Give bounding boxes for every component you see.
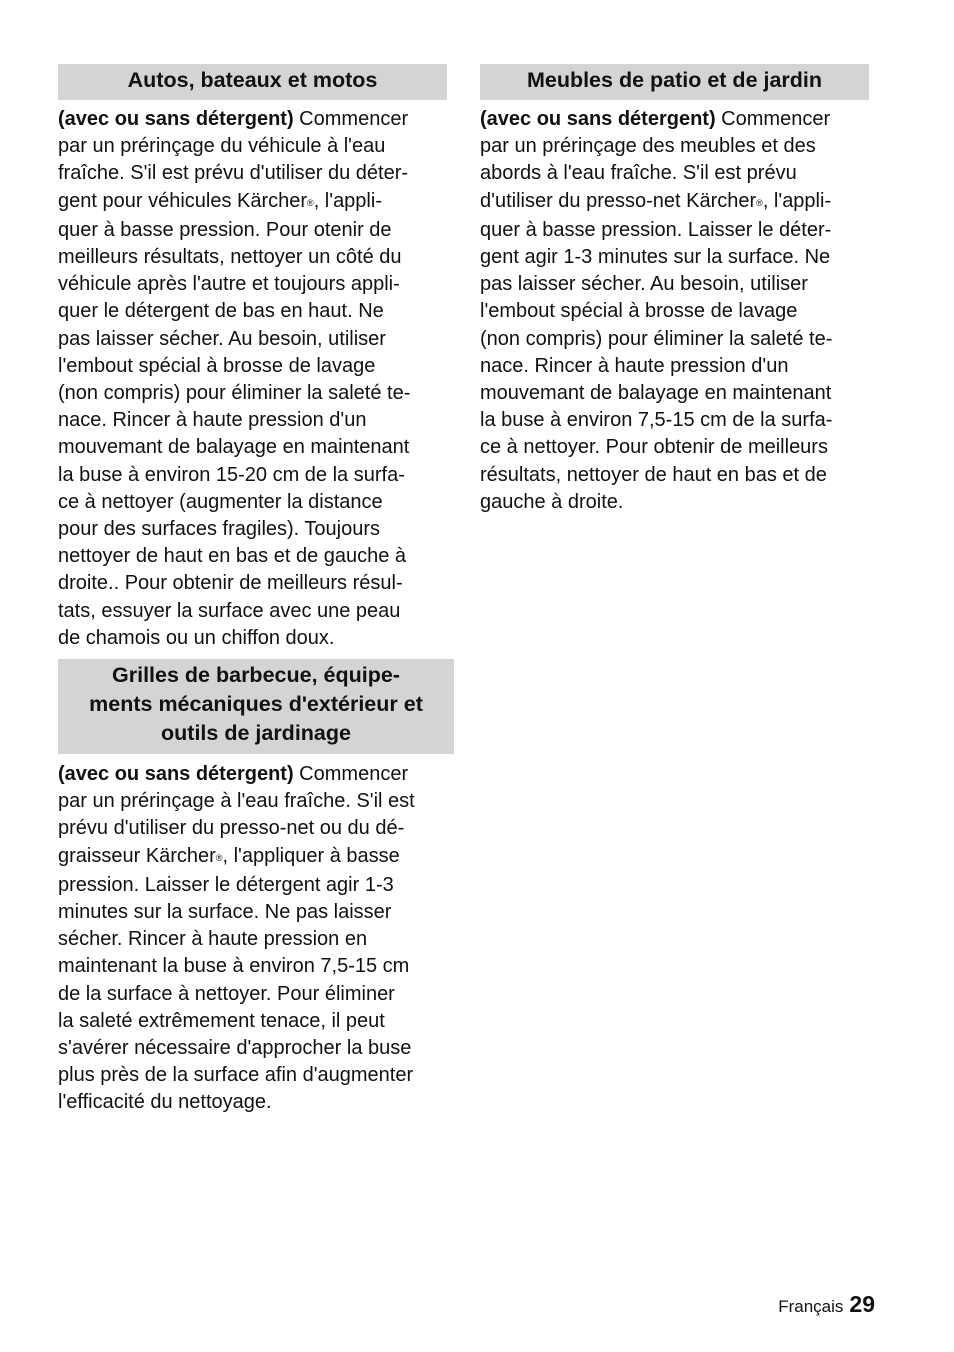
text-line xyxy=(58,188,458,217)
text-line xyxy=(58,1035,458,1062)
text-line xyxy=(58,598,458,625)
line-text: gauche à droite. xyxy=(480,490,624,513)
line-text: , l'appliquer à basse xyxy=(222,844,400,867)
text-line xyxy=(480,133,880,160)
text-line xyxy=(58,1008,458,1035)
line-text: la buse à environ 7,5-15 cm de la surfa- xyxy=(480,409,833,432)
text-line xyxy=(480,326,880,353)
line-text: la saleté extrêmement tenace, il peut xyxy=(58,1009,385,1032)
line-text: gent pour véhicules Kärcher xyxy=(58,189,308,212)
section-body-grilles xyxy=(58,761,458,1117)
text-line xyxy=(58,981,458,1008)
text-line xyxy=(58,326,458,353)
text-line xyxy=(58,462,458,489)
line-text: Commencer xyxy=(293,108,409,130)
line-text: meilleurs résultats, nettoyer un côté du xyxy=(58,246,402,269)
line-text: résultats, nettoyer de haut en bas et de xyxy=(480,463,827,486)
text-line xyxy=(58,434,458,461)
line-text: pas laisser sécher. Au besoin, utiliser xyxy=(58,327,386,350)
line-text: fraîche. S'il est prévu d'utiliser du déter- xyxy=(58,162,409,185)
text-line xyxy=(480,353,880,380)
line-text: maintenant la buse à environ 7,5-15 cm xyxy=(58,955,410,978)
line-text: , l'appli- xyxy=(762,189,832,212)
text-line xyxy=(58,953,458,980)
text-line xyxy=(480,380,880,407)
bold-lead-text: (avec ou sans détergent) xyxy=(58,108,294,130)
page-number: 29 xyxy=(849,1291,875,1317)
text-line xyxy=(58,407,458,434)
line-text: pas laisser sécher. Au besoin, utiliser xyxy=(480,273,808,296)
footer-language: Français xyxy=(778,1297,844,1316)
line-text: l'embout spécial à brosse de lavage xyxy=(480,300,798,323)
line-text: par un prérinçage du véhicule à l'eau xyxy=(58,135,386,158)
section-header-line: ments mécaniques d'extérieur et xyxy=(89,692,423,716)
text-line xyxy=(58,872,458,899)
text-line xyxy=(58,489,458,516)
line-text: nace. Rincer à haute pression d'un xyxy=(58,409,367,432)
text-line xyxy=(58,244,458,271)
line-text: tats, essuyer la surface avec une peau xyxy=(58,599,401,622)
line-text: par un prérinçage des meubles et des xyxy=(480,135,816,158)
text-line xyxy=(58,926,458,953)
line-text: sécher. Rincer à haute pression en xyxy=(58,928,368,951)
text-line xyxy=(58,815,458,842)
text-line xyxy=(58,106,458,133)
line-text: gent agir 1-3 minutes sur la surface. Ne xyxy=(480,246,831,269)
section-header-line: outils de jardinage xyxy=(161,721,351,745)
text-line xyxy=(480,489,880,516)
line-text: quer à basse pression. Pour otenir de xyxy=(58,218,392,241)
section-body-meubles xyxy=(480,106,880,516)
line-text: Commencer xyxy=(293,763,409,785)
text-line xyxy=(480,271,880,298)
line-text: quer le détergent de bas en haut. Ne xyxy=(58,300,384,323)
text-line xyxy=(480,298,880,325)
line-text: ce à nettoyer. Pour obtenir de meilleurs xyxy=(480,436,828,459)
line-text: abords à l'eau fraîche. S'il est prévu xyxy=(480,162,797,185)
text-line xyxy=(58,353,458,380)
line-text: d'utiliser du presso-net Kärcher xyxy=(480,189,757,212)
registered-mark: ® xyxy=(307,197,314,208)
line-text: de chamois ou un chiffon doux. xyxy=(58,626,335,649)
section-header-meubles: Meubles de patio et de jardin xyxy=(480,64,869,100)
section-body-autos xyxy=(58,106,458,652)
text-line xyxy=(58,516,458,543)
line-text: s'avérer nécessaire d'approcher la buse xyxy=(58,1037,412,1060)
line-text: nace. Rincer à haute pression d'un xyxy=(480,354,789,377)
text-line xyxy=(58,271,458,298)
text-line xyxy=(58,899,458,926)
line-text: (non compris) pour éliminer la saleté te- xyxy=(480,327,833,350)
text-line xyxy=(58,625,458,652)
text-line xyxy=(58,133,458,160)
line-text: graisseur Kärcher xyxy=(58,844,216,867)
bold-lead-text: (avec ou sans détergent) xyxy=(480,108,716,130)
line-text: (non compris) pour éliminer la saleté te- xyxy=(58,382,411,405)
line-text: droite.. Pour obtenir de meilleurs résul- xyxy=(58,572,403,595)
text-line xyxy=(58,761,458,788)
text-line xyxy=(480,244,880,271)
text-line xyxy=(480,434,880,461)
text-line xyxy=(480,217,880,244)
text-line xyxy=(480,462,880,489)
text-line xyxy=(58,788,458,815)
page-footer xyxy=(778,1291,875,1318)
section-header-grilles xyxy=(58,659,454,754)
text-line xyxy=(58,160,458,187)
line-text: mouvemant de balayage en maintenant xyxy=(480,382,832,405)
line-text: l'embout spécial à brosse de lavage xyxy=(58,354,376,377)
line-text: ce à nettoyer (augmenter la distance xyxy=(58,490,383,513)
line-text: mouvemant de balayage en maintenant xyxy=(58,436,410,459)
text-line xyxy=(58,380,458,407)
line-text: par un prérinçage à l'eau fraîche. S'il est xyxy=(58,790,415,813)
section-header-line: Grilles de barbecue, équipe- xyxy=(112,663,400,687)
registered-mark: ® xyxy=(756,197,763,208)
line-text: , l'appli- xyxy=(313,189,382,212)
registered-mark: ® xyxy=(215,852,223,863)
bold-lead-text: (avec ou sans détergent) xyxy=(58,763,294,785)
line-text: minutes sur la surface. Ne pas laisser xyxy=(58,901,392,924)
section-header-autos: Autos, bateaux et motos xyxy=(58,64,447,100)
line-text: Commencer xyxy=(715,108,831,130)
text-line xyxy=(58,843,458,872)
text-line xyxy=(58,1089,458,1116)
line-text: plus près de la surface afin d'augmenter xyxy=(58,1064,414,1087)
text-line xyxy=(480,106,880,133)
text-line xyxy=(480,188,880,217)
line-text: pour des surfaces fragiles). Toujours xyxy=(58,518,381,541)
line-text: l'efficacité du nettoyage. xyxy=(58,1091,272,1114)
line-text: prévu d'utiliser du presso-net ou du dé- xyxy=(58,817,405,840)
text-line xyxy=(58,543,458,570)
text-line xyxy=(58,1062,458,1089)
text-line xyxy=(58,217,458,244)
line-text: pression. Laisser le détergent agir 1-3 xyxy=(58,873,394,896)
text-line xyxy=(58,570,458,597)
line-text: nettoyer de haut en bas et de gauche à xyxy=(58,545,407,568)
text-line xyxy=(480,407,880,434)
text-line xyxy=(480,160,880,187)
line-text: quer à basse pression. Laisser le déter- xyxy=(480,218,832,241)
line-text: véhicule après l'autre et toujours appli- xyxy=(58,273,400,296)
line-text: la buse à environ 15-20 cm de la surfa- xyxy=(58,463,405,486)
line-text: de la surface à nettoyer. Pour éliminer xyxy=(58,982,395,1005)
text-line xyxy=(58,298,458,325)
